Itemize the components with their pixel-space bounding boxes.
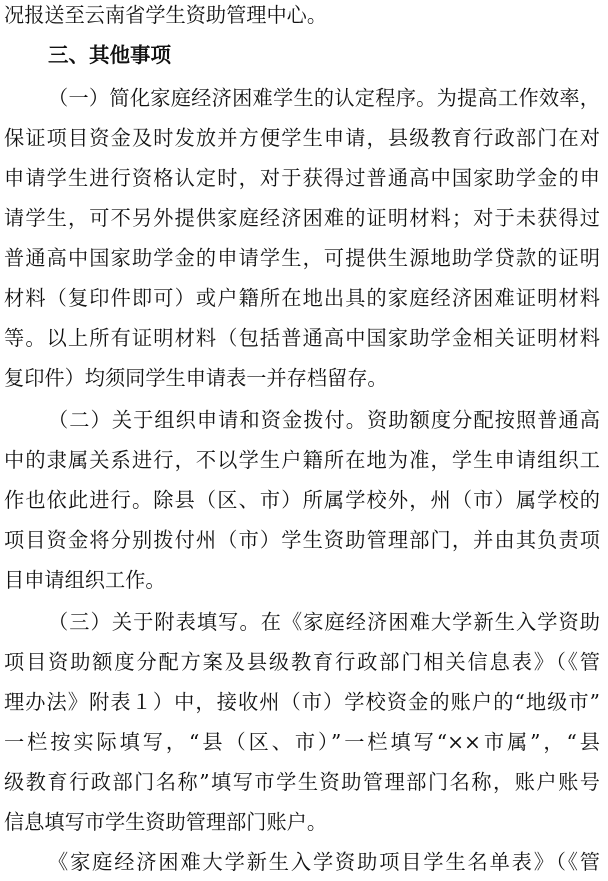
section-heading: 三、其他事项: [48, 43, 171, 67]
text-line-6: 请学生，可不另外提供家庭经济困难的证明材料；对于未获得过: [4, 206, 600, 230]
text-line-22: 《家庭经济困难大学新生入学资助项目学生名单表》（《管: [48, 850, 600, 874]
text-line-18: 理办法》附表１）中，接收州（市）学校资金的账户的“地级市”: [4, 690, 600, 714]
text-line-3: （一）简化家庭经济困难学生的认定程序。为提高工作效率，: [48, 86, 600, 110]
text-line-13: 作也依此进行。除县（区、市）所属学校外，州（市）属学校的: [4, 488, 600, 512]
text-line-9: 等。以上所有证明材料（包括普通高中国家助学金相关证明材料: [4, 326, 600, 350]
text-line-17: 项目资助额度分配方案及县级教育行政部门相关信息表》（《管: [4, 650, 600, 674]
text-line-11: （二）关于组织申请和资金拨付。资助额度分配按照普通高: [48, 408, 600, 432]
text-line-7: 普通高中国家助学金的申请学生，可提供生源地助学贷款的证明: [4, 246, 600, 270]
text-line-14: 项目资金将分别拨付州（市）学生资助管理部门，并由其负责项: [4, 528, 600, 552]
text-line-8: 材料（复印件即可）或户籍所在地出具的家庭经济困难证明材料: [4, 286, 600, 310]
text-line-20: 级教育行政部门名称”填写市学生资助管理部门名称，账户账号: [4, 770, 600, 794]
text-line-1: 况报送至云南省学生资助管理中心。: [4, 3, 328, 27]
text-line-4: 保证项目资金及时发放并方便学生申请，县级教育行政部门在对: [4, 126, 600, 150]
text-line-21: 信息填写市学生资助管理部门账户。: [4, 810, 328, 834]
text-line-5: 申请学生进行资格认定时，对于获得过普通高中国家助学金的申: [4, 166, 600, 190]
text-line-19: 一栏按实际填写，“县（区、市）”一栏填写“××市属”，“县: [4, 730, 600, 754]
text-line-12: 中的隶属关系进行，不以学生户籍所在地为准，学生申请组织工: [4, 448, 600, 472]
text-line-15: 目申请组织工作。: [4, 568, 166, 592]
text-line-10: 复印件）均须同学生申请表一并存档留存。: [4, 366, 388, 390]
text-line-16: （三）关于附表填写。在《家庭经济困难大学新生入学资助: [48, 610, 600, 634]
